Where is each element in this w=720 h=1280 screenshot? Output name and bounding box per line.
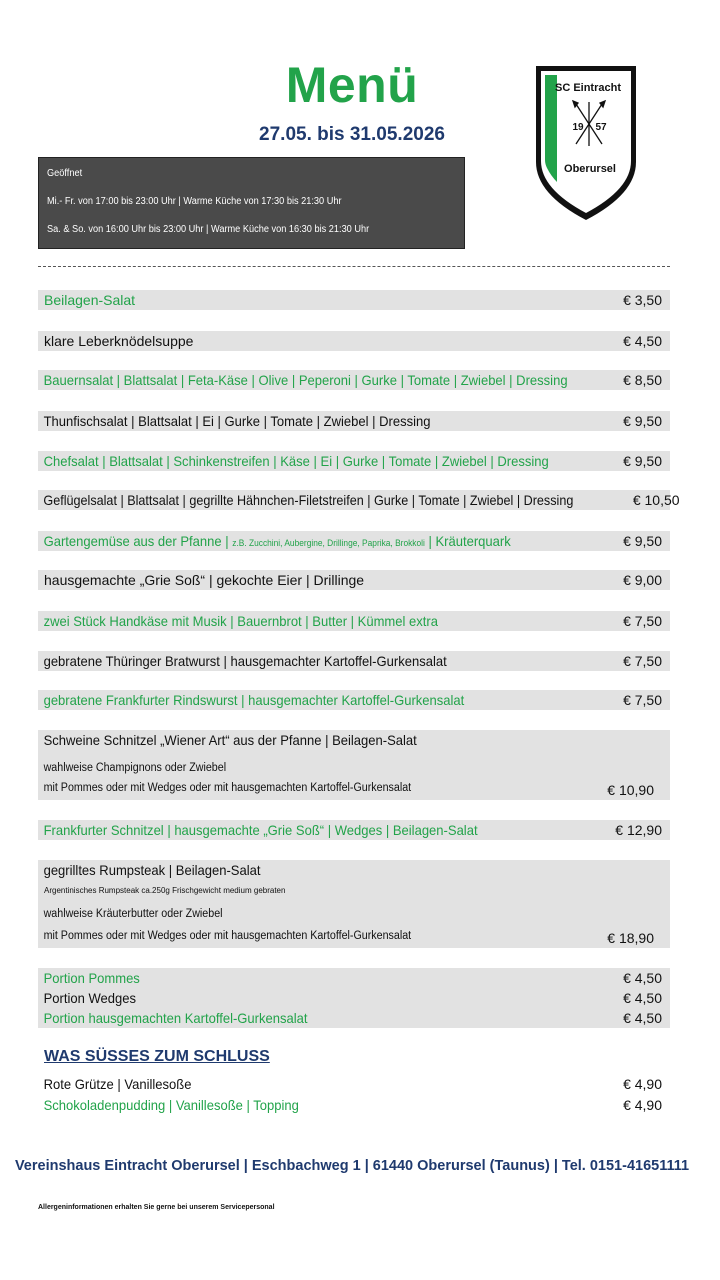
menu-item	[38, 451, 670, 471]
menu-item	[38, 611, 670, 631]
side-item-name: Portion Pommes	[43, 970, 140, 986]
dessert-block	[38, 1073, 670, 1115]
menu-item-option: wahlweise Kräuterbutter oder Zwiebel	[43, 908, 223, 920]
side-item-name: Portion Wedges	[43, 990, 136, 1006]
menu-item	[38, 531, 670, 551]
menu-item-name: Geflügelsalat | Blattsalat | gegrillte Hähnchen-Filetstreifen | Gurke | Tomate | Zwiebel | Dressing	[43, 492, 574, 508]
opening-hours-heading: Geöffnet	[47, 168, 83, 179]
menu-item-name: Gartengemüse aus der Pfanne |	[43, 533, 233, 549]
menu-item	[38, 860, 670, 948]
menu-item-name: gebratene Frankfurter Rindswurst | hausgemachter Kartoffel-Gurkensalat	[43, 692, 465, 708]
club-crest-logo	[532, 64, 640, 224]
menu-item-price: € 9,00	[623, 572, 662, 588]
menu-item	[38, 331, 670, 351]
menu-item-sides: mit Pommes oder mit Wedges oder mit hausgemachten Kartoffel-Gurkensalat	[43, 930, 412, 942]
menu-item-price: € 7,50	[623, 653, 662, 669]
menu-item-vegetables: z.B. Zucchini, Aubergine, Drillinge, Paprika, Brokkoli	[232, 538, 425, 548]
side-item-price: € 4,50	[623, 990, 662, 1006]
menu-item-price: € 9,50	[623, 533, 662, 549]
menu-item-name: gegrilltes Rumpsteak | Beilagen-Salat	[43, 862, 261, 878]
dessert-item-name: Rote Grütze | Vanillesoße	[43, 1075, 192, 1092]
menu-item	[38, 411, 670, 431]
dessert-item-price: € 4,90	[623, 1096, 662, 1113]
menu-item-name: klare Leberknödelsuppe	[44, 333, 194, 349]
menu-item	[38, 570, 670, 590]
menu-item	[38, 490, 680, 510]
menu-item-name: hausgemachte „Grie Soß“ | gekochte Eier | Drillinge	[44, 572, 365, 588]
logo-year-right: 57	[595, 122, 607, 133]
menu-item	[38, 651, 670, 671]
dashed-separator	[38, 266, 670, 267]
opening-hours-box	[38, 157, 465, 249]
logo-club-name: SC Eintracht	[554, 82, 622, 94]
footer-address: Vereinshaus Eintracht Oberursel | Eschbachweg 1 | 61440 Oberursel (Taunus) | Tel. 0151-41651111	[14, 1158, 690, 1174]
menu-item-name: Chefsalat | Blattsalat | Schinkenstreifen | Käse | Ei | Gurke | Tomate | Zwiebel | Dressing	[43, 453, 549, 469]
menu-item-name: Schweine Schnitzel „Wiener Art“ aus der Pfanne | Beilagen-Salat	[43, 732, 417, 748]
logo-town: Oberursel	[564, 163, 616, 175]
side-item-price: € 4,50	[623, 1010, 662, 1026]
menu-item-note: Argentinisches Rumpsteak ca.250g Frischgewicht medium gebraten	[44, 886, 286, 895]
menu-item-name: Frankfurter Schnitzel | hausgemachte „Grie Soß“ | Wedges | Beilagen-Salat	[43, 822, 478, 838]
dessert-item-name: Schokoladenpudding | Vanillesoße | Topping	[43, 1096, 299, 1113]
dessert-heading: WAS SÜSSES ZUM SCHLUSS	[44, 1048, 270, 1065]
menu-item-price: € 10,50	[632, 492, 680, 508]
menu-item	[38, 370, 670, 390]
menu-item-price: € 7,50	[623, 613, 662, 629]
menu-item-name: Thunfischsalat | Blattsalat | Ei | Gurke | Tomate | Zwiebel | Dressing	[43, 413, 431, 429]
menu-item-price: € 9,50	[623, 453, 662, 469]
menu-item-price: € 10,90	[607, 782, 654, 798]
menu-item-name: zwei Stück Handkäse mit Musik | Bauernbrot | Butter | Kümmel extra	[43, 613, 438, 629]
menu-item	[38, 730, 670, 800]
sides-block	[38, 968, 670, 1028]
menu-item-price: € 3,50	[623, 292, 662, 308]
menu-item-price: € 18,90	[607, 930, 654, 946]
menu-item-name: Bauernsalat | Blattsalat | Feta-Käse | Olive | Peperoni | Gurke | Tomate | Zwiebel | Dressing	[43, 372, 568, 388]
side-item-name: Portion hausgemachten Kartoffel-Gurkensalat	[43, 1010, 308, 1026]
menu-item-price: € 8,50	[623, 372, 662, 388]
menu-item-option: wahlweise Champignons oder Zwiebel	[43, 762, 227, 774]
side-item-price: € 4,50	[623, 970, 662, 986]
menu-title: Menü	[285, 57, 419, 113]
menu-item	[38, 290, 670, 310]
opening-hours-weekdays: Mi.- Fr. von 17:00 bis 23:00 Uhr | Warme Küche von 17:30 bis 21:30 Uhr	[47, 196, 342, 207]
menu-item-price: € 9,50	[623, 413, 662, 429]
allergen-note: Allergeninformationen erhalten Sie gerne bei unserem Servicepersonal	[38, 1204, 275, 1211]
dessert-item-price: € 4,90	[623, 1075, 662, 1092]
menu-item-price: € 4,50	[623, 333, 662, 349]
menu-item-sides: mit Pommes oder mit Wedges oder mit hausgemachten Kartoffel-Gurkensalat	[43, 782, 412, 794]
menu-item	[38, 690, 670, 710]
menu-item-name: Beilagen-Salat	[44, 292, 136, 308]
menu-item-name-group	[38, 533, 511, 549]
menu-item-name: gebratene Thüringer Bratwurst | hausgemachter Kartoffel-Gurkensalat	[43, 653, 447, 669]
opening-hours-weekend: Sa. & So. von 16:00 Uhr bis 23:00 Uhr | Warme Küche von 16:30 bis 21:30 Uhr	[47, 224, 370, 235]
menu-item-name-end: | Kräuterquark	[424, 533, 511, 549]
menu-item	[38, 820, 670, 840]
menu-item-price: € 7,50	[623, 692, 662, 708]
logo-year-left: 19	[572, 122, 584, 133]
date-range: 27.05. bis 31.05.2026	[259, 124, 445, 145]
menu-item-price: € 12,90	[615, 822, 662, 838]
